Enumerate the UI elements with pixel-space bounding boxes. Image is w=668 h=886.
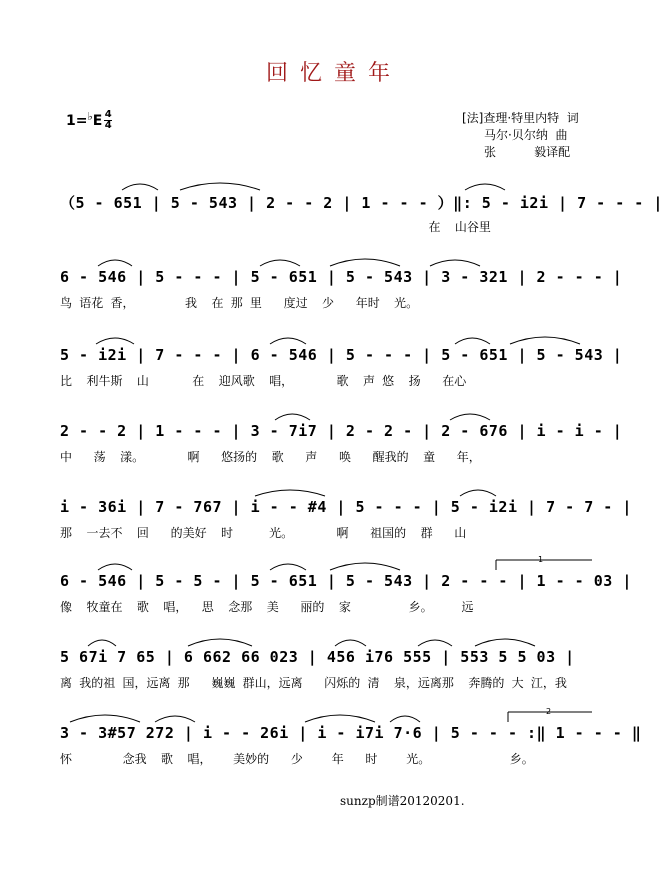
lyric-line: 怀 念我 歌 唱， 美妙的 少 年 时 光。 乡。 [60, 752, 534, 766]
time-unit: 4 [104, 120, 112, 131]
composer-credit: 马尔·贝尔纳 曲 [484, 128, 568, 142]
svg-text:1: 1 [538, 556, 544, 564]
score-line-6 [60, 556, 632, 632]
key-signature [66, 110, 112, 131]
credits [462, 110, 579, 161]
svg-text:2: 2 [546, 708, 552, 716]
lyric-line: 那 一去不 回 的美好 时 光。 啊 祖国的 群 山 [60, 526, 467, 540]
lyric-line: 比 利牛斯 山 在 迎风歌 唱， 歌 声 悠 扬 在心 [60, 374, 467, 388]
notation-line: 6 - 546 | 5 - 5 - | 5 - 651 | 5 - 543 | 2 - - - | 1 - - 03 | [60, 572, 632, 590]
notation-line: 5 - i2i | 7 - - - | 6 - 546 | 5 - - - | 5 - 651 | 5 - 543 | [60, 346, 623, 364]
lyric-line: 像 牧童在 歌 唱， 思 念那 美 丽的 家 乡。 远 [60, 600, 474, 614]
notation-line: （5 - 651 | 5 - 543 | 2 - - 2 | 1 - - - ）‖: 5 - i2i | 7 - - - | [60, 194, 663, 212]
song-title: 回忆童年 [265, 61, 402, 86]
key-prefix: 1= [66, 112, 88, 129]
score-line-1 [60, 176, 663, 252]
key-note: E [92, 112, 103, 129]
score-line-4 [60, 406, 623, 482]
lyricist-credit: [法]查理·特里内特 词 [462, 111, 579, 125]
translator-credit: 张 毅译配 [484, 145, 571, 159]
notation-line: 6 - 546 | 5 - - - | 5 - 651 | 5 - 543 | 3 - 321 | 2 - - - | [60, 268, 623, 286]
notation-line: i - 36i | 7 - 767 | i - - #4 | 5 - - - | 5 - i2i | 7 - 7 - | [60, 498, 632, 516]
notation-line: 3 - 3#57 272 | i - - 26i | i - i7i 7·6 | 5 - - - :‖ 1 - - - ‖ [60, 724, 642, 742]
time-beats: 4 [104, 109, 112, 120]
lyric-line: 中 荡 漾。 啊 悠扬的 歌 声 唤 醒我的 童 年， [60, 450, 481, 464]
lyric-line: 离 我的祖 国，远离 那 巍巍 群山，远离 闪烁的 清 泉，远离那 奔腾的 大 江，我 [60, 676, 567, 690]
score-line-3 [60, 330, 623, 406]
score-line-2 [60, 252, 623, 328]
notation-line: 2 - - 2 | 1 - - - | 3 - 7i7 | 2 - 2 - | 2 - 676 | i - i - | [60, 422, 623, 440]
time-signature [104, 110, 112, 131]
transcriber-credit: sunzp制谱20120201. [340, 794, 465, 808]
flat-sign: ♭ [87, 110, 93, 123]
score-line-7 [60, 632, 600, 708]
score-line-8 [60, 708, 642, 784]
notation-line: 5 67i 7 65 | 6 662 66 023 | 456 i76 555 | 553 5 5 03 | [60, 648, 575, 666]
lyric-line: 在 山谷里 [60, 220, 491, 234]
lyric-line: 鸟 语花 香， 我 在 那 里 度过 少 年时 光。 [60, 296, 419, 310]
score-line-5 [60, 482, 632, 558]
